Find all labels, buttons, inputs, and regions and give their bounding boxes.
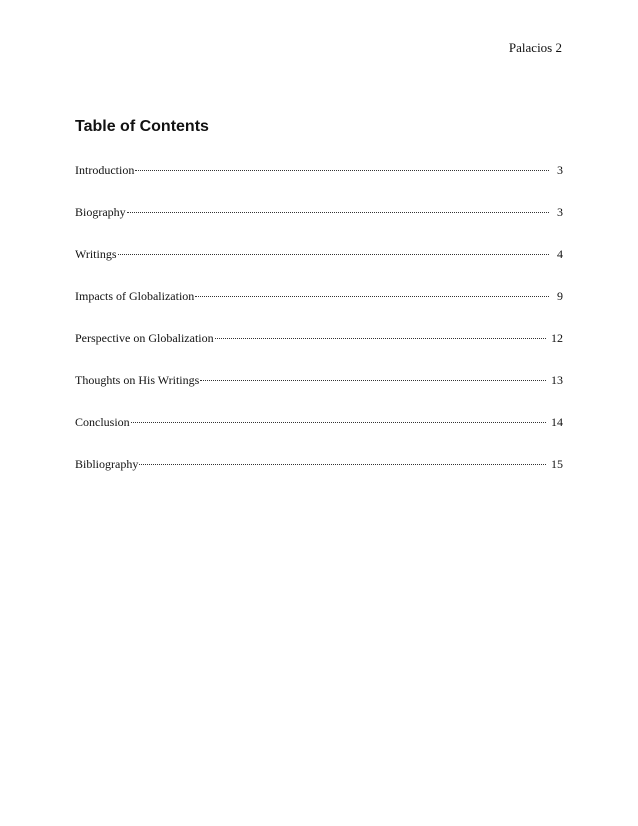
toc-entry-perspective-on-globalization[interactable] [75,330,563,372]
dot-leader [139,464,546,465]
toc-title: Table of Contents [75,118,209,135]
toc-entry-page: 14 [551,415,563,429]
toc-entry-label: Impacts of Globalization [75,289,195,303]
toc-entry-impacts-of-globalization[interactable] [75,288,563,330]
dot-leader [127,212,549,213]
dot-leader [195,296,549,297]
dot-leader [135,170,549,171]
toc-entry-label: Biography [75,205,126,219]
toc-entry-label: Writings [75,247,117,261]
dot-leader [118,254,549,255]
toc-entry-introduction[interactable] [75,162,563,204]
toc-entry-page: 3 [557,163,563,177]
toc-entry-thoughts-on-his-writings[interactable] [75,372,563,414]
toc-entry-biography[interactable] [75,204,563,246]
running-head: Palacios 2 [508,40,562,55]
toc-entry-label: Introduction [75,163,135,177]
toc-entry-label: Perspective on Globalization [75,331,214,345]
toc-entry-page: 13 [551,373,563,387]
toc-entry-page: 15 [551,457,563,471]
toc-entry-page: 3 [557,205,563,219]
toc-entry-page: 12 [551,331,563,345]
toc-entry-label: Conclusion [75,415,130,429]
toc-entry-page: 9 [557,289,563,303]
toc-entry-label: Thoughts on His Writings [75,373,200,387]
dot-leader [131,422,546,423]
dot-leader [200,380,546,381]
toc-entry-label: Bibliography [75,457,139,471]
toc-entry-page: 4 [557,247,563,261]
toc-list [75,162,563,498]
dot-leader [215,338,546,339]
toc-entry-writings[interactable] [75,246,563,288]
toc-entry-conclusion[interactable] [75,414,563,456]
toc-entry-bibliography[interactable] [75,456,563,498]
